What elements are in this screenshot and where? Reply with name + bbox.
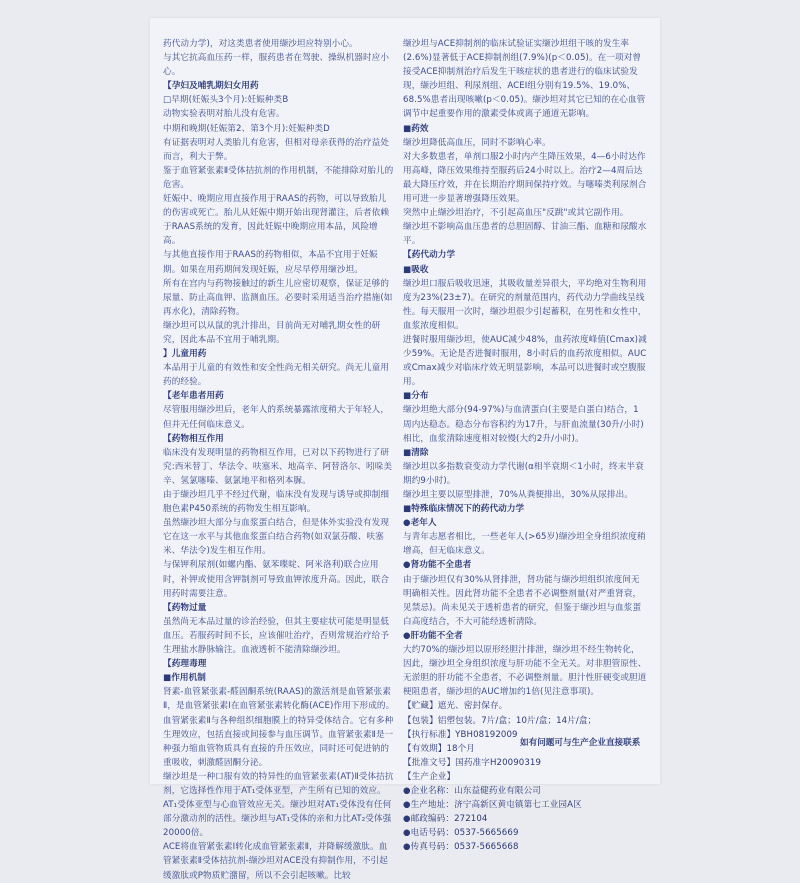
right-paragraph: 缬沙坦与ACE抑制剂的临床试验证实缬沙坦组干咳的发生率(2.6%)显著低于ACE抑制剂组(7.9%)(p＜0.05)。在一项对曾接受ACE抑制剂治疗后发生干咳症状的患者进行的临床试验发现，缬沙坦组、利尿剂组、ACEI组分别有19.5%、19.0%、68.5%患者出现咳嗽(p＜0.05)。缬沙坦对其它已知的在心血管调节中起重要作用的激素受体或离子通道无影响。 xyxy=(403,39,646,120)
right-paragraph: 与青年志愿者相比，一些老年人(>65岁)缬沙坦全身组织浓度稍增高，但无临床意义。 xyxy=(403,532,646,557)
left-section-heading: 【孕妇及哺乳期妇女用药 xyxy=(163,81,259,92)
left-paragraph: 妊娠中、晚期应用直接作用于RAAS的药物，可以导致胎儿的伤害或死亡。胎儿从妊娠中期开始出现肾灌注，后者依赖于RAAS系统的发育，因此妊娠中晚期应用本品，风险增高。 xyxy=(163,194,390,247)
right-column xyxy=(403,37,647,854)
left-paragraph: 虽然缬沙坦大部分与血浆蛋白结合，但是体外实验没有发现它在这一水平与其他血浆蛋白结合药物(如双氯芬酸、呋塞米、华法令)发生相互作用。 xyxy=(163,518,390,557)
left-section-heading: 】儿童用药 xyxy=(163,349,207,360)
footer-note: 如有问题可与生产企业直接联系 xyxy=(520,738,641,748)
left-paragraph: 有证据表明对人类胎儿有危害，但相对母亲获得的治疗益处而言，利大于弊。 xyxy=(163,137,390,162)
right-paragraph: 缬沙坦以多指数衰变动力学代谢(α相半衰期＜1小时，终末半衰期约9小时)。 xyxy=(403,461,644,486)
right-subheading: ■分布 xyxy=(403,391,429,402)
right-subheading: ■药效 xyxy=(403,123,429,134)
left-paragraph: 肾素-血管紧张素-醛固酮系统(RAAS)的激活剂是血管紧张素Ⅱ，是血管紧张素Ⅰ在血管紧张素转化酶(ACE)作用下形成的。血管紧张素Ⅱ与各种组织细胞膜上的特异受体结合。它有多种生理效应，包括直接或间接参与血压调节。血管紧张素Ⅱ是一种强力缩血管物质具有直接的升压效应，同时还可促进钠的重吸收，刺激醛固酮分泌。 xyxy=(163,687,395,768)
right-subheading: ●肝功能不全者 xyxy=(403,630,463,641)
left-paragraph: 与保钾利尿剂(如螺内酯、氨苯喋啶、阿米洛利)联合应用时，补钾或使用含钾制剂可导致血钾浓度升高。因此，联合用药时需要注意。 xyxy=(163,560,390,599)
right-paragraph: 大约70%的缬沙坦以原形经胆汁排泄，缬沙坦不经生物转化，因此，缬沙坦全身组织浓度与肝功能不全无关。对非胆管原性、无淤胆的肝功能不全患者，不必调整剂量。胆汁性肝硬变或胆道梗阻患者，缬沙坦的AUC增加约1倍(见注意事项)。 xyxy=(403,645,647,698)
right-paragraph: 缬沙坦口服后吸收迅速，其吸收量差异很大，平均绝对生物利用度为23%(23±7)。在研究的剂量范围内，药代动力学曲线呈线性。每天服用一次时，缬沙坦很少引起蓄积，在男性和女性中，血浆浓度相似。 xyxy=(403,278,647,331)
left-paragraph: □早期(妊娠头3个月):妊娠种类B xyxy=(163,95,289,106)
right-info-line: ●生产地址：济宁高新区黄屯镇第七工业园A区 xyxy=(403,800,582,811)
left-paragraph: 虽然尚无本品过量的诊治经验，但其主要症状可能是明显低血压。若服药时间不长，应该催吐治疗，否则常规治疗给予生理盐水静脉输注。血液透析不能清除缬沙坦。 xyxy=(163,616,390,656)
left-paragraph: 药代动力学)，对这类患者使用缬沙坦应特别小心。 xyxy=(163,39,358,49)
right-subheading: ■吸收 xyxy=(403,264,429,275)
right-paragraph: 突然中止缬沙坦治疗，不引起高血压"反跳"或其它副作用。 xyxy=(403,208,629,219)
right-paragraph: 对大多数患者，单剂口服2小时内产生降压效果，4—6小时达作用高峰，降压效果维持至服药后24小时以上。治疗2—4周后达最大降压疗效，并在长期治疗期间保持疗效。与噻嗪类利尿剂合用可进一步显著增强降压效果。 xyxy=(403,151,647,205)
right-paragraph: 缬沙坦绝大部分(94-97%)与血清蛋白(主要是白蛋白)结合，1周内达稳态。稳态分布容积约为17升，与肝血流量(30升/小时)相比，血浆清除速度相对较慢(大约2升/小时)。 xyxy=(403,405,644,444)
left-section-heading: 【药物过量 xyxy=(163,602,207,613)
right-paragraph: 由于缬沙坦仅有30%从肾排泄，肾功能与缬沙坦组织浓度间无明确相关性。因此肾功能不全患者不必调整剂量(对严重肾衰，见禁忌)。尚未见关于透析患者的研究，但鉴于缬沙坦与血浆蛋白高度结合，不大可能经透析清除。 xyxy=(403,574,642,627)
left-paragraph: 中期和晚期(妊娠第2、第3个月):妊娠种类D xyxy=(163,123,330,134)
right-section-heading: 【药代动力学 xyxy=(403,250,456,261)
right-info-line: ●电话号码：0537-5665669 xyxy=(403,828,519,839)
right-paragraph: 缬沙坦不影响高血压患者的总胆固醇、甘油三酯、血糖和尿酸水平。 xyxy=(403,222,647,247)
right-subheading: ■特殊临床情况下的药代动力学 xyxy=(403,504,525,515)
right-paragraph: 进餐时服用缬沙坦，使AUC减少48%，血药浓度峰值(Cmax)减少59%。无论是否进餐时服用，8小时后的血药浓度相似。AUC或Cmax减少对临床疗效无明显影响，本品可以进餐时或空腹服用。 xyxy=(403,334,647,388)
left-section-heading: 【药理毒理 xyxy=(163,659,207,670)
right-info-line: ●传真号码：0537-5665668 xyxy=(403,842,519,853)
right-subheading: ●老年人 xyxy=(403,518,437,529)
left-paragraph: 与其他直接作用于RAAS的药物相似，本品不宜用于妊娠期。如果在用药期间发现妊娠，应尽早停用缬沙坦。 xyxy=(163,250,378,275)
left-paragraph: 鉴于血管紧张素Ⅱ受体拮抗剂的作用机制，不能排除对胎儿的危害。 xyxy=(163,165,394,190)
left-paragraph: 由于缬沙坦几乎不经过代谢，临床没有发现与诱导或抑制细胞色素P450系统的药物发生相互影响。 xyxy=(163,490,390,515)
left-paragraph: 与其它抗高血压药一样，服药患者在驾驶、操纵机器时应小心。 xyxy=(163,53,390,78)
left-paragraph: 尽管服用缬沙坦后，老年人的系统暴露浓度稍大于年轻人，但并无任何临床意义。 xyxy=(163,405,390,430)
left-paragraph: 缬沙坦可以从鼠的乳汁排出，目前尚无对哺乳期女性的研究，因此本品不宜用于哺乳期。 xyxy=(163,320,381,345)
right-info-line: ●企业名称：山东益健药业有限公司 xyxy=(403,785,542,796)
right-subheading: ●肾功能不全患者 xyxy=(403,560,472,571)
right-info-line: 【执行标准】YBH08192009 xyxy=(403,729,518,740)
right-info-line: 【有效期】18个月 xyxy=(403,743,475,754)
right-paragraph: 缬沙坦主要以原型排泄，70%从粪便排出，30%从尿排出。 xyxy=(403,490,634,500)
right-info-line: 【生产企业】 xyxy=(403,771,456,782)
left-section-heading: 【药物相互作用 xyxy=(163,433,224,444)
left-paragraph: 所有在宫内与药物接触过的新生儿应密切观察，保证足够的尿量、防止高血钾、监测血压。必要时采用适当治疗措施(如再水化)，清除药物。 xyxy=(163,278,393,317)
left-section-heading: 【老年患者用药 xyxy=(163,391,224,402)
left-paragraph: 临床没有发现明显的药物相互作用，已对以下药物进行了研究:西米替丁、华法令、呋塞米、地高辛、阿替洛尔、吲哚美辛、氢氯噻嗪、氨氯地平和格列本脲。 xyxy=(163,447,393,486)
left-paragraph: ACE将血管紧张素Ⅰ转化成血管紧张素Ⅱ，并降解缓激肽。血管紧张素Ⅱ受体拮抗剂-缬沙坦对ACE没有抑制作用，不引起缓激肽或P物质贮潴留，所以不会引起咳嗽。比较 xyxy=(163,842,388,881)
right-paragraph: 缬沙坦降低高血压，同时不影响心率。 xyxy=(403,137,551,148)
left-subheading: ■作用机制 xyxy=(163,673,206,684)
right-subheading: ■清除 xyxy=(403,447,429,458)
left-paragraph: 本品用于儿童的有效性和安全性尚无相关研究。尚无儿童用药的经验。 xyxy=(163,363,390,388)
left-column xyxy=(163,37,395,883)
right-info-line: 【贮藏】遮光、密封保存。 xyxy=(403,701,508,712)
left-paragraph: 动物实验表明对胎儿没有危害。 xyxy=(163,109,285,120)
right-info-line: 【包装】铝塑包装。7片/盒；10片/盒；14片/盒； xyxy=(403,715,597,726)
right-info-line: 【批准文号】国药准字H20090319 xyxy=(403,757,542,768)
right-info-line: ●邮政编码：272104 xyxy=(403,814,488,825)
left-paragraph: 缬沙坦是一种口服有效的特异性的血管紧张素(AT)Ⅱ受体拮抗剂，它选择性作用于AT₁受体亚型，产生所有已知的效应。AT₁受体亚型与心血管效应无关。缬沙坦对AT₁受体没有任何部分激动剂的活性。缬沙坦与AT₁受体的亲和力比AT₂受体强20000倍。 xyxy=(163,771,394,839)
